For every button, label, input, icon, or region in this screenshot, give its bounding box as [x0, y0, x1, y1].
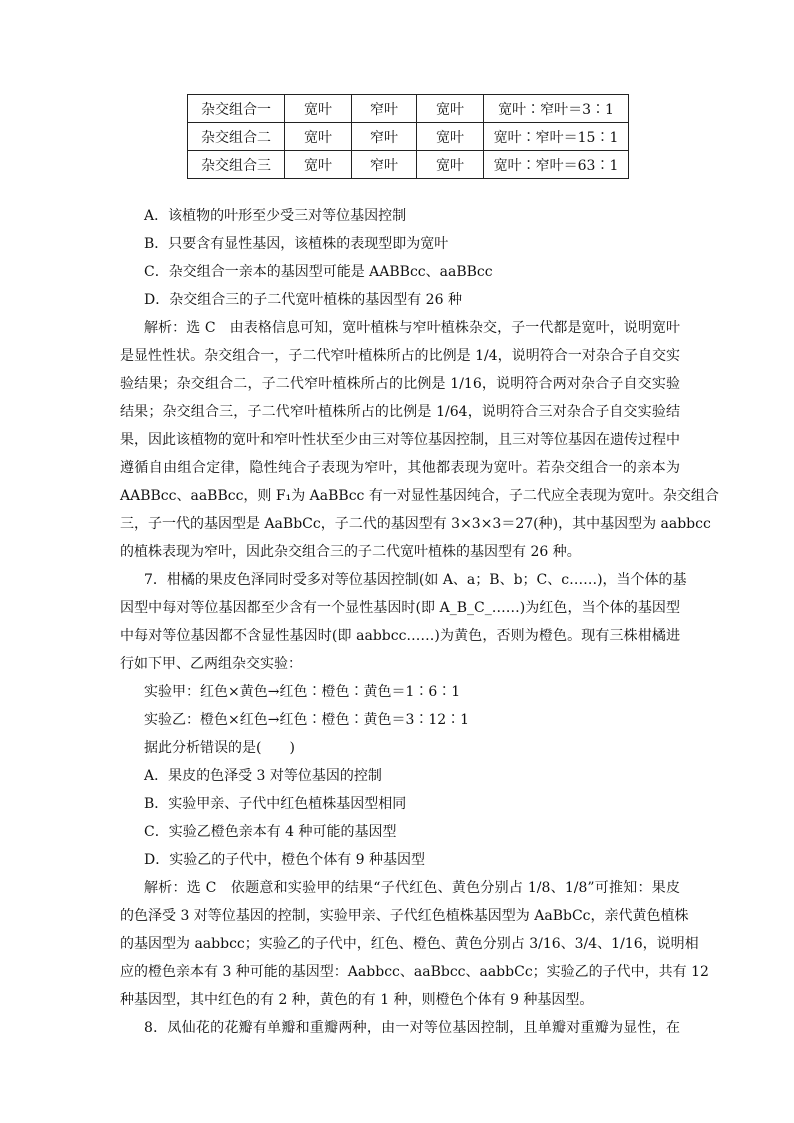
table-cell: 窄叶: [352, 123, 417, 151]
table-cell: 宽叶: [417, 123, 484, 151]
table-cell: 宽叶: [285, 151, 352, 179]
analysis-line: 结果；杂交组合三，子二代窄叶植株所占的比例是 1/64，说明符合三对杂合子自交实验结: [120, 404, 680, 420]
table-cell: 宽叶∶窄叶＝15∶1: [484, 123, 629, 151]
table-cell: 窄叶: [352, 95, 417, 123]
analysis-line: AABBcc、aaBBcc，则 F₁为 AaBBcc 有一对显性基因纯合，子二代应全表现为宽叶。杂交组合: [120, 488, 719, 504]
table-cell: 窄叶: [352, 151, 417, 179]
question-7-stem: 因型中每对等位基因都至少含有一个显性基因时(即 A_B_C_……)为红色，当个体的基因型: [120, 600, 680, 616]
table-row: [188, 95, 629, 123]
cross-results-table: [187, 94, 629, 179]
analysis-line: 应的橙色亲本有 3 种可能的基因型：Aabbcc、aaBbcc、aabbCc；实验乙的子代中，共有 12: [120, 964, 709, 980]
option-d: D．杂交组合三的子二代宽叶植株的基因型有 26 种: [144, 292, 462, 308]
table-cell: 宽叶: [417, 95, 484, 123]
table-row: [188, 151, 629, 179]
option-a: A．该植物的叶形至少受三对等位基因控制: [144, 208, 407, 224]
question-7-stem: 行如下甲、乙两组杂交实验：: [120, 656, 302, 672]
analysis-line: 遵循自由组合定律，隐性纯合子表现为窄叶，其他都表现为宽叶。若杂交组合一的亲本为: [120, 460, 680, 476]
table-cell: 杂交组合三: [188, 151, 285, 179]
table-cell: 杂交组合二: [188, 123, 285, 151]
analysis-line: 是显性性状。杂交组合一，子二代窄叶植株所占的比例是 1/4，说明符合一对杂合子自交实: [120, 348, 680, 364]
question-7-prompt: 据此分析错误的是( ): [144, 740, 295, 756]
option-c: C．实验乙橙色亲本有 4 种可能的基因型: [144, 824, 397, 840]
experiment-a: 实验甲：红色×黄色→红色∶橙色∶黄色＝1∶6∶1: [144, 684, 461, 700]
question-8-stem: 8．凤仙花的花瓣有单瓣和重瓣两种，由一对等位基因控制，且单瓣对重瓣为显性，在: [144, 1020, 680, 1036]
option-a: A．果皮的色泽受 3 对等位基因的控制: [144, 768, 382, 784]
question-7-stem: 中每对等位基因都不含显性基因时(即 aabbcc……)为黄色，否则为橙色。现有三株柑橘进: [120, 628, 680, 644]
analysis-line: 验结果；杂交组合二，子二代窄叶植株所占的比例是 1/16，说明符合两对杂合子自交实验: [120, 376, 680, 392]
table-cell: 宽叶: [285, 95, 352, 123]
analysis-line: 的色泽受 3 对等位基因的控制，实验甲亲、子代红色植株基因型为 AaBbCc，亲代黄色植株: [120, 908, 689, 924]
option-b: B．只要含有显性基因，该植株的表现型即为宽叶: [144, 236, 449, 252]
analysis-line: 的植株表现为窄叶，因此杂交组合三的子二代宽叶植株的基因型有 26 种。: [120, 544, 581, 560]
table-cell: 杂交组合一: [188, 95, 285, 123]
option-c: C．杂交组合一亲本的基因型可能是 AABBcc、aaBBcc: [144, 264, 493, 280]
analysis-line: 解析：选 C 由表格信息可知，宽叶植株与窄叶植株杂交，子一代都是宽叶，说明宽叶: [144, 320, 680, 336]
analysis-line: 解析：选 C 依题意和实验甲的结果“子代红色、黄色分别占 1/8、1/8”可推知：果皮: [144, 880, 680, 896]
analysis-line: 的基因型为 aabbcc；实验乙的子代中，红色、橙色、黄色分别占 3/16、3/4、1/16，说明相: [120, 936, 699, 952]
table-cell: 宽叶: [285, 123, 352, 151]
analysis-line: 种基因型，其中红色的有 2 种，黄色的有 1 种，则橙色个体有 9 种基因型。: [120, 992, 594, 1008]
experiment-b: 实验乙：橙色×红色→红色∶橙色∶黄色＝3∶12∶1: [144, 712, 470, 728]
table-cell: 宽叶∶窄叶＝63∶1: [484, 151, 629, 179]
option-b: B．实验甲亲、子代中红色植株基因型相同: [144, 796, 407, 812]
analysis-line: 果，因此该植物的宽叶和窄叶性状至少由三对等位基因控制，且三对等位基因在遗传过程中: [120, 432, 680, 448]
table-cell: 宽叶: [417, 151, 484, 179]
option-d: D．实验乙的子代中，橙色个体有 9 种基因型: [144, 852, 426, 868]
analysis-line: 三，子一代的基因型是 AaBbCc，子二代的基因型有 3×3×3＝27(种)，其中基因型为 aabbcc: [120, 516, 711, 532]
question-7-stem: 7．柑橘的果皮色泽同时受多对等位基因控制(如 A、a；B、b；C、c……)，当个体的基: [144, 572, 687, 588]
table-cell: 宽叶∶窄叶＝3∶1: [484, 95, 629, 123]
table-row: [188, 123, 629, 151]
